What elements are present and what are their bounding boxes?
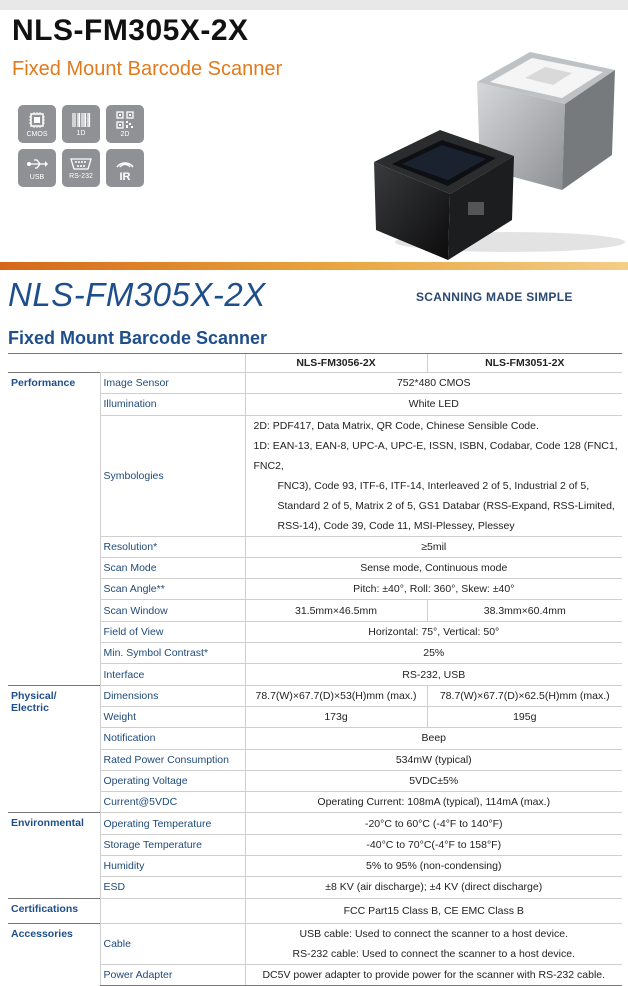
category-label: Accessories	[8, 923, 100, 985]
spec-value: Beep	[245, 728, 622, 749]
spec-label: Symbologies	[100, 415, 245, 536]
spec-table-body	[8, 354, 622, 986]
spec-value-line: RSS-14), Code 39, Code 11, MSI-Plessey, Plessey	[277, 519, 515, 532]
spec-label: Weight	[100, 706, 245, 727]
spec-label: Storage Temperature	[100, 834, 245, 855]
spec-value: Pitch: ±40°, Roll: 360°, Skew: ±40°	[245, 579, 622, 600]
table-row	[8, 643, 622, 664]
table-row	[8, 685, 622, 706]
table-row	[8, 664, 622, 685]
spec-value: Operating Current: 108mA (typical), 114mA (max.)	[245, 792, 622, 813]
spec-label: Min. Symbol Contrast*	[100, 643, 245, 664]
category-label: Environmental	[8, 813, 100, 898]
spec-label: ESD	[100, 877, 245, 898]
spec-value	[245, 415, 622, 536]
spec-value: Sense mode, Continuous mode	[245, 557, 622, 578]
spec-label: Scan Window	[100, 600, 245, 621]
spec-label: Field of View	[100, 621, 245, 642]
spec-value: ±8 KV (air discharge); ±4 KV (direct discharge)	[245, 877, 622, 898]
spec-value	[245, 923, 622, 964]
section-title: Fixed Mount Barcode Scanner	[8, 328, 268, 348]
spec-table	[8, 353, 622, 986]
spec-label: Image Sensor	[100, 373, 245, 394]
table-row	[8, 373, 622, 394]
spec-value-line: RS-232 cable: Used to connect the scanner to a host device.	[292, 947, 575, 960]
table-header-row	[8, 354, 622, 373]
spec-label: Operating Voltage	[100, 770, 245, 791]
spec-value: 5% to 95% (non-condensing)	[245, 856, 622, 877]
barcode-1d-icon: 1D	[62, 105, 100, 143]
table-row	[8, 856, 622, 877]
spec-value: ≥5mil	[245, 536, 622, 557]
usb-icon: USB	[18, 149, 56, 187]
table-row	[8, 394, 622, 415]
table-row	[8, 813, 622, 834]
column-header-fm3056: NLS-FM3056-2X	[245, 354, 427, 373]
table-row	[8, 770, 622, 791]
feature-icons	[18, 105, 144, 187]
spec-label: Illumination	[100, 394, 245, 415]
table-row	[8, 834, 622, 855]
spec-label: Rated Power Consumption	[100, 749, 245, 770]
spec-label: Notification	[100, 728, 245, 749]
spec-value-fm3056: 173g	[245, 706, 427, 727]
top-stripe	[0, 0, 628, 10]
spec-label: Scan Mode	[100, 557, 245, 578]
spec-value: FCC Part15 Class B, CE EMC Class B	[245, 898, 622, 923]
table-row	[8, 792, 622, 813]
product-model-title: NLS-FM305X-2X	[12, 14, 249, 47]
table-row	[8, 579, 622, 600]
table-row	[8, 557, 622, 578]
spec-value-fm3051: 195g	[427, 706, 622, 727]
table-row	[8, 600, 622, 621]
rs232-icon: RS-232	[62, 149, 100, 187]
spec-label: Dimensions	[100, 685, 245, 706]
spec-label: Humidity	[100, 856, 245, 877]
spec-value: 5VDC±5%	[245, 770, 622, 791]
table-row	[8, 923, 622, 964]
category-label: Performance	[8, 373, 100, 686]
table-row	[8, 749, 622, 770]
table-row	[8, 706, 622, 727]
table-row	[8, 964, 622, 985]
spec-label: Resolution*	[100, 536, 245, 557]
spec-label	[100, 898, 245, 923]
table-row	[8, 415, 622, 536]
spec-label: Current@5VDC	[100, 792, 245, 813]
spec-label: Operating Temperature	[100, 813, 245, 834]
spec-value-line: Standard 2 of 5, Matrix 2 of 5, GS1 Databar (RSS-Expand, RSS-Limited,	[277, 499, 615, 512]
table-row	[8, 536, 622, 557]
spec-value-line: USB cable: Used to connect the scanner to a host device.	[299, 927, 568, 940]
table-row	[8, 877, 622, 898]
spec-value-line: 1D: EAN-13, EAN-8, UPC-A, UPC-E, ISSN, ISBN, Codabar, Code 128 (FNC1, FNC2,	[253, 439, 618, 472]
spec-value-fm3051: 38.3mm×60.4mm	[427, 600, 622, 621]
spec-value: 534mW (typical)	[245, 749, 622, 770]
product-subtitle: Fixed Mount Barcode Scanner	[12, 58, 283, 80]
table-row	[8, 728, 622, 749]
spec-value-fm3056: 78.7(W)×67.7(D)×53(H)mm (max.)	[245, 685, 427, 706]
tagline: SCANNING MADE SIMPLE	[416, 290, 573, 304]
spec-value: White LED	[245, 394, 622, 415]
column-header-fm3051: NLS-FM3051-2X	[427, 354, 622, 373]
spec-value: 25%	[245, 643, 622, 664]
table-row	[8, 898, 622, 923]
spec-label: Power Adapter	[100, 964, 245, 985]
spec-value-fm3056: 31.5mm×46.5mm	[245, 600, 427, 621]
table-row	[8, 621, 622, 642]
spec-value-line: 2D: PDF417, Data Matrix, QR Code, Chinese Sensible Code.	[253, 419, 539, 432]
qr-2d-icon: 2D	[106, 105, 144, 143]
cmos-icon: CMOS	[18, 105, 56, 143]
category-label: Certifications	[8, 898, 100, 923]
product-image	[350, 30, 625, 260]
spec-value-fm3051: 78.7(W)×67.7(D)×62.5(H)mm (max.)	[427, 685, 622, 706]
orange-banner-bar	[0, 262, 628, 270]
ir-icon: IR	[106, 149, 144, 187]
spec-value: 752*480 CMOS	[245, 373, 622, 394]
banner-model-title: NLS-FM305X-2X	[8, 276, 266, 313]
spec-value-line: FNC3), Code 93, ITF-6, ITF-14, Interleaved 2 of 5, Industrial 2 of 5,	[277, 479, 590, 492]
spec-value: -20°C to 60°C (-4°F to 140°F)	[245, 813, 622, 834]
spec-label: Interface	[100, 664, 245, 685]
spec-value: Horizontal: 75°, Vertical: 50°	[245, 621, 622, 642]
spec-label: Scan Angle**	[100, 579, 245, 600]
category-label: Physical/ Electric	[8, 685, 100, 813]
spec-label: Cable	[100, 923, 245, 964]
spec-value: -40°C to 70°C(-4°F to 158°F)	[245, 834, 622, 855]
spec-value: DC5V power adapter to provide power for the scanner with RS-232 cable.	[245, 964, 622, 985]
spec-value: RS-232, USB	[245, 664, 622, 685]
